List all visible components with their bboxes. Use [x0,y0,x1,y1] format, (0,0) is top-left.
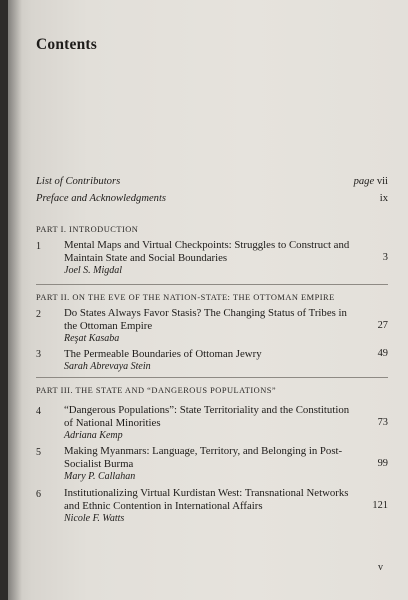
spine-shadow [8,0,22,600]
chapter-page: 73 [377,417,388,428]
chapter-number: 2 [36,309,41,320]
chapter-title: Do States Always Favor Stasis? The Changing Status of Tribes in the Ottoman Empire [64,307,347,332]
chapter-page: 49 [377,348,388,359]
chapter-title: The Permeable Boundaries of Ottoman Jewry [64,348,262,360]
chapter-body [64,307,388,345]
chapter-author: Joel S. Migdal [64,265,123,276]
toc-front-entry [36,176,388,187]
chapter-body [64,239,388,277]
chapter-body [64,348,388,373]
chapter-title: Institutionalizing Virtual Kurdistan West: Transnational Networks and Ethnic Contention in International Affairs [64,487,349,512]
chapter-title: “Dangerous Populations”: State Territoriality and the Constitution of National Minorities [64,404,350,429]
divider [36,284,388,285]
toc-front-title: List of Contributors [36,176,121,187]
chapter-title: Making Myanmars: Language, Territory, and Belonging in Post-Socialist Burma [64,445,343,470]
toc-front-page: page vii [353,176,388,187]
chapter-author: Sarah Abrevaya Stein [64,361,151,372]
chapter-author: Nicole F. Watts [64,513,125,524]
book-page [8,0,408,600]
part-heading: PART III. THE STATE AND “DANGEROUS POPULATIONS” [36,386,277,395]
chapter-author: Mary P. Callahan [64,471,136,482]
chapter-page: 27 [377,320,388,331]
chapter-body [64,404,388,442]
toc-front-title: Preface and Acknowledgments [36,193,167,204]
part-heading: PART II. ON THE EVE OF THE NATION-STATE: THE OTTOMAN EMPIRE [36,293,335,302]
chapter-author: Adriana Kemp [64,430,123,441]
chapter-title: Mental Maps and Virtual Checkpoints: Struggles to Construct and Maintain State and Social Boundaries [64,239,350,264]
chapter-number: 5 [36,447,41,458]
chapter-number: 1 [36,241,41,252]
chapter-page: 3 [382,252,388,263]
toc-front-entry [36,193,388,204]
page-title: Contents [36,36,98,53]
divider [36,377,388,378]
chapter-number: 4 [36,406,41,417]
chapter-author: Reşat Kasaba [64,333,120,344]
chapter-page: 99 [377,458,388,469]
chapter-number: 6 [36,489,41,500]
chapter-body [64,445,388,483]
chapter-body [64,487,388,525]
page-number: v [378,562,383,573]
part-heading: PART I. INTRODUCTION [36,225,139,234]
chapter-number: 3 [36,349,41,360]
toc-front-page: ix [379,193,388,204]
chapter-page: 121 [372,500,388,511]
